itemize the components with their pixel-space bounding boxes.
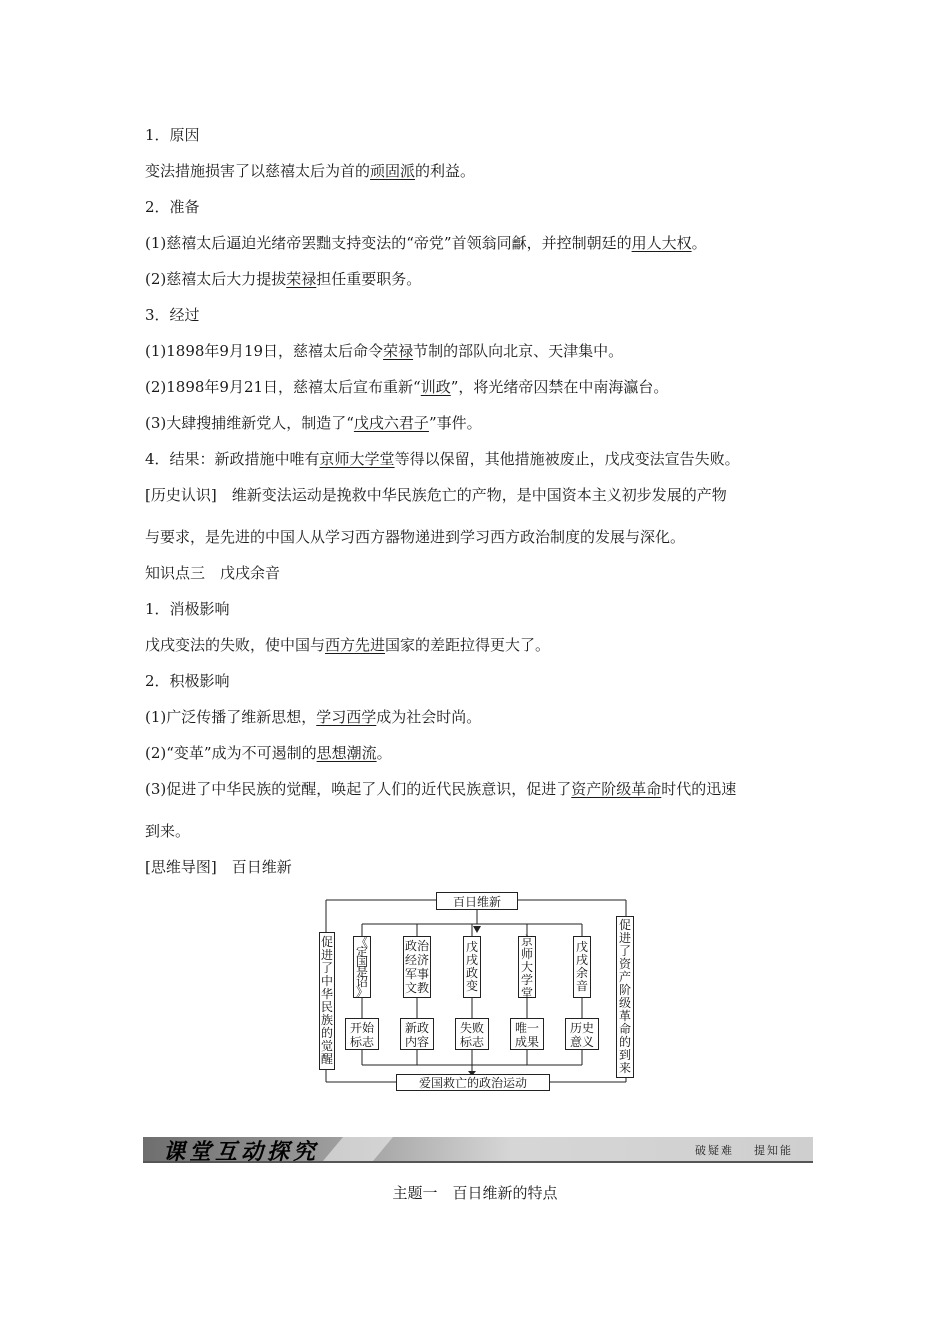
column-foot-text: 新政 — [404, 1021, 429, 1035]
side-char: 促 — [618, 918, 631, 932]
column-head-text: 大 — [520, 959, 533, 974]
right-side-text — [619, 919, 631, 1075]
text: 成为社会时尚。 — [376, 708, 482, 726]
text: ”事件。 — [428, 414, 482, 432]
column-head-text: 变 — [465, 979, 478, 993]
column-head-text: 国 — [355, 955, 368, 969]
side-char: 中 — [320, 974, 333, 988]
column-head-text: 音 — [575, 979, 588, 993]
blank-answer: 京师大学堂 — [319, 450, 395, 468]
side-char: 觉 — [320, 1039, 333, 1053]
text: 时代的迅速 — [661, 780, 737, 798]
text: (2)慈禧太后大力提拔 — [145, 270, 287, 288]
paragraph-result — [145, 448, 815, 470]
column-foot-text: 内容 — [404, 1035, 429, 1049]
mindmap-column-head — [403, 936, 431, 998]
column-head-text: 文教 — [404, 981, 429, 995]
mindmap-column-head — [353, 936, 371, 998]
heading-process: 3．经过 — [145, 306, 200, 324]
column-head-text: 学 — [520, 972, 533, 987]
left-side-text — [321, 936, 333, 1066]
text: (1)慈禧太后逼迫光绪帝罢黜支持变法的“帝党”首领翁同龢，并控制朝廷的 — [145, 234, 632, 252]
text: (3)促进了中华民族的觉醒，唤起了人们的近代民族意识，促进了 — [145, 780, 572, 798]
paragraph-process-1 — [145, 340, 815, 362]
text: 4．结果：新政措施中唯有 — [145, 450, 320, 468]
banner-tag-1: 破疑难 — [695, 1144, 734, 1157]
side-char: 阶 — [618, 983, 631, 997]
side-char: 资 — [618, 957, 631, 971]
mindmap-column-head — [463, 936, 481, 998]
mindmap-column-head — [573, 936, 591, 998]
column-foot-text: 成果 — [514, 1035, 539, 1049]
paragraph-process-3 — [145, 412, 815, 434]
text: 国家的差距拉得更大了。 — [385, 636, 551, 654]
text: 节制的部队向北京、天津集中。 — [413, 342, 624, 360]
topic-heading: 主题一 百日维新的特点 — [392, 1184, 558, 1202]
paragraph-prep-1 — [145, 232, 815, 254]
blank-answer: 资产阶级革命 — [571, 780, 662, 798]
mindmap-column-head — [518, 933, 536, 1000]
text: (2)1898年9月21日，慈禧太后宣布重新“ — [145, 378, 421, 396]
side-char: 醒 — [320, 1052, 333, 1066]
side-char: 革 — [618, 1009, 631, 1023]
mindmap-column-foot — [455, 1018, 489, 1050]
side-char: 促 — [320, 935, 333, 949]
text: 的利益。 — [415, 162, 476, 180]
mindmap-right-side — [616, 916, 634, 1078]
paragraph-positive-3-cont: 到来。 — [145, 822, 191, 840]
blank-answer: 思想潮流 — [316, 744, 377, 762]
column-foot-text: 标志 — [459, 1035, 484, 1049]
side-char: 产 — [618, 970, 631, 984]
column-head-text: 》 — [355, 985, 368, 999]
column-head-text: 戊 — [575, 940, 588, 954]
side-char: 命 — [618, 1022, 631, 1036]
text: (1)1898年9月19日，慈禧太后命令 — [145, 342, 384, 360]
mindmap-column-foot — [400, 1018, 434, 1050]
column-head-text: 余 — [575, 966, 588, 980]
column-head-text: 是 — [355, 965, 368, 979]
blank-answer: 戊戌六君子 — [353, 414, 429, 432]
banner-tagline — [675, 1142, 793, 1158]
blank-answer: 训政 — [420, 378, 451, 396]
blank-answer: 顽固派 — [370, 162, 416, 180]
column-head-text: 政 — [465, 966, 478, 980]
text: (2)“变革”成为不可遏制的 — [145, 744, 317, 762]
column-foot-text: 唯一 — [514, 1021, 539, 1035]
side-char: 华 — [320, 987, 333, 1001]
text: 戊戌变法的失败，使中国与 — [145, 636, 326, 654]
mindmap-column-foot — [510, 1018, 544, 1050]
column-head-text: 京 — [520, 933, 533, 948]
document-body — [145, 124, 815, 892]
paragraph-positive-2 — [145, 742, 815, 764]
paragraph-positive-1 — [145, 706, 815, 728]
column-head-text: 戊 — [465, 940, 478, 954]
column-foot-text: 标志 — [349, 1035, 374, 1049]
column-foot-text: 历史 — [569, 1021, 594, 1035]
column-head-text: 戌 — [465, 953, 478, 967]
heading-prep: 2．准备 — [145, 198, 200, 216]
text: 。 — [691, 234, 707, 252]
blank-answer: 学习西学 — [316, 708, 377, 726]
paragraph-history-note-1: [历史认识] 维新变法运动是挽救中华民族危亡的产物，是中国资本主义初步发展的产物 — [145, 486, 727, 504]
side-char: 到 — [618, 1048, 631, 1062]
mindmap-root: 百日维新 — [436, 892, 518, 910]
mindmap-column-foot — [565, 1018, 599, 1050]
side-char: 族 — [320, 1013, 333, 1027]
column-head-text: 政治 — [404, 939, 429, 953]
mindmap-left-side — [319, 932, 335, 1070]
column-head-text: 诏 — [355, 975, 368, 989]
paragraph-positive-3 — [145, 778, 815, 800]
column-foot-text: 失败 — [459, 1021, 484, 1035]
heading-negative: 1．消极影响 — [145, 600, 230, 618]
paragraph-reason — [145, 160, 815, 182]
side-char: 了 — [618, 944, 631, 958]
side-char: 进 — [618, 931, 631, 945]
column-head-text: 师 — [520, 946, 533, 961]
side-char: 的 — [320, 1026, 333, 1040]
column-foot-text: 意义 — [569, 1035, 594, 1049]
column-head-text: 经济 — [404, 953, 429, 967]
heading-reason: 1．原因 — [145, 126, 200, 144]
paragraph-negative — [145, 634, 815, 656]
paragraph-prep-2 — [145, 268, 815, 290]
column-head-text: 《 — [355, 935, 368, 949]
side-char: 了 — [320, 961, 333, 975]
text: ”，将光绪帝囚禁在中南海瀛台。 — [450, 378, 669, 396]
mindmap-bottom: 爱国救亡的政治运动 — [396, 1074, 550, 1091]
banner-tag-2: 提知能 — [754, 1144, 793, 1157]
heading-positive: 2．积极影响 — [145, 672, 230, 690]
column-head-text: 定 — [355, 945, 368, 959]
mindmap-caption: [思维导图] 百日维新 — [145, 858, 292, 876]
mindmap-column-foot — [345, 1018, 379, 1050]
section-banner — [143, 1133, 813, 1165]
blank-answer: 荣禄 — [383, 342, 414, 360]
mindmap-diagram — [318, 890, 636, 1092]
section-title: 知识点三 戊戌余音 — [145, 564, 281, 582]
text: 。 — [376, 744, 392, 762]
column-head-text: 堂 — [520, 985, 533, 1000]
paragraph-history-note-2: 与要求，是先进的中国人从学习西方器物递进到学习西方政治制度的发展与深化。 — [145, 528, 686, 546]
paragraph-process-2 — [145, 376, 815, 398]
side-char: 级 — [618, 996, 631, 1010]
column-foot-text: 开始 — [349, 1021, 374, 1035]
side-char: 进 — [320, 948, 333, 962]
column-head-text: 军事 — [404, 967, 429, 981]
blank-answer: 用人大权 — [631, 234, 692, 252]
text: 担任重要职务。 — [316, 270, 422, 288]
side-char: 民 — [320, 1000, 333, 1014]
text: 变法措施损害了以慈禧太后为首的 — [145, 162, 371, 180]
banner-title: 课堂互动探究 — [163, 1139, 320, 1165]
column-head-text: 戌 — [575, 953, 588, 967]
side-char: 的 — [618, 1035, 631, 1049]
blank-answer: 西方先进 — [325, 636, 386, 654]
blank-answer: 荣禄 — [286, 270, 317, 288]
text: (1)广泛传播了维新思想， — [145, 708, 317, 726]
text: (3)大肆搜捕维新党人，制造了“ — [145, 414, 354, 432]
text: 等得以保留，其他措施被废止，戊戌变法宣告失败。 — [394, 450, 740, 468]
side-char: 来 — [618, 1061, 631, 1075]
